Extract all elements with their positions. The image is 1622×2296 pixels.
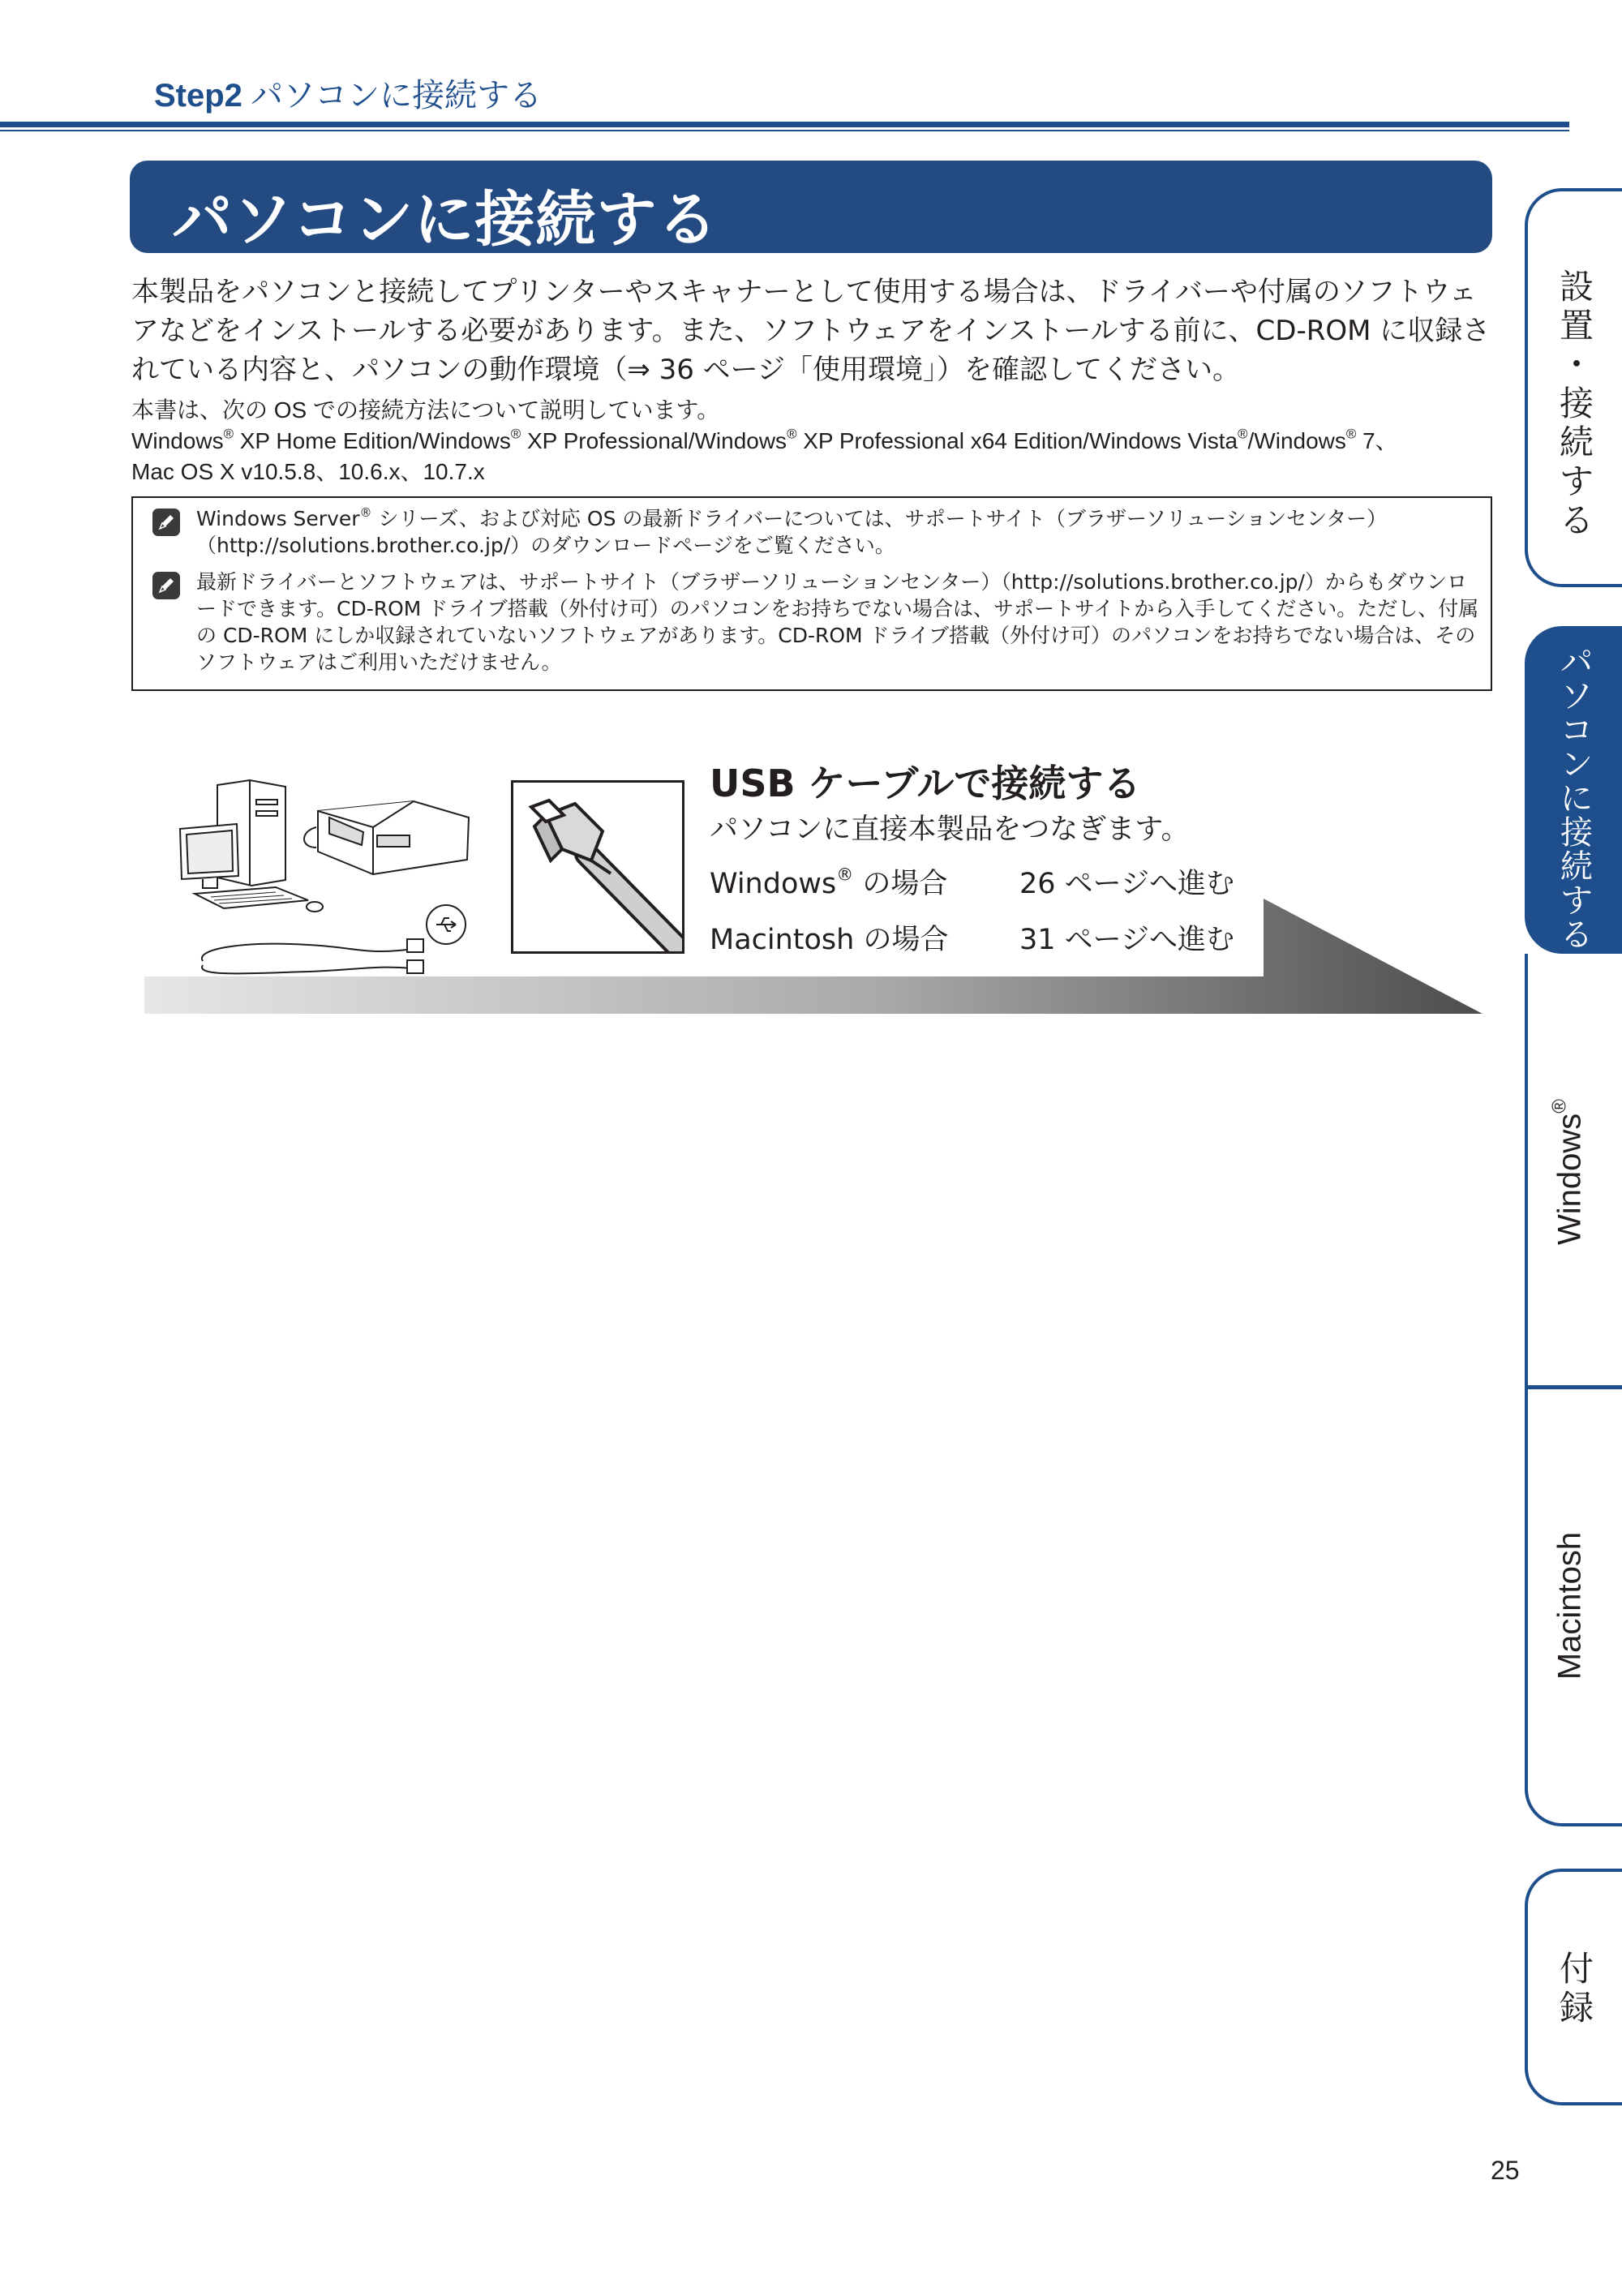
windows-case-label: Windows® の場合 [710, 865, 948, 900]
title-bar [130, 161, 1492, 253]
note-box [131, 496, 1492, 691]
usb-section-title: USB ケーブルで接続する [710, 762, 1141, 805]
os-description [131, 395, 1510, 487]
tab-windows[interactable]: Windows® [1548, 1099, 1588, 1245]
usb-section-subtitle: パソコンに直接本製品をつなぎます。 [710, 813, 1190, 846]
note-icon [152, 509, 180, 536]
os-list-line1: Windows® XP Home Edition/Windows® XP Professional/Windows® XP Professional x64 Edition/Windows Vista®/Windows® 7、 [131, 426, 1398, 453]
macintosh-case-label: Macintosh の場合 [710, 924, 949, 956]
step-title: パソコンに接続する [250, 77, 543, 114]
note-item [152, 569, 1483, 676]
page-number: 25 [1491, 2156, 1520, 2185]
note-text: 最新ドライバーとソフトウェアは、サポートサイト（ブラザーソリューションセンター）（http://solutions.brother.co.jp/）からもダウンロードできます。CD-ROM ドライブ搭載（外付け可）のパソコンをお持ちでない場合は、サポートサイトから入手してください。ただし、付属の CD-ROM にしか収録されていないソフトウェアがあります。CD-ROM ドライブ搭載（外付け可）のパソコンをお持ちでない場合は、そのソフトウェアはご利用いただけません。 [196, 570, 1479, 674]
macintosh-page-link[interactable]: 31 ページへ進む [1019, 924, 1234, 956]
computer-printer-illustration [170, 770, 478, 977]
note-text: Windows Server® シリーズ、および対応 OS の最新ドライバーについては、サポートサイト（ブラザーソリューションセンター）（http://solutions.brother.co.jp/）のダウンロードページをご覧ください。 [196, 504, 1388, 557]
tab-appendix-label: 付 録 [1559, 1949, 1594, 2028]
tab-macintosh[interactable]: Macintosh [1551, 1531, 1588, 1680]
intro-paragraph: 本製品をパソコンと接続してプリンターやスキャナーとして使用する場合は、ドライバーや付属のソフトウェアなどをインストールする必要があります。また、ソフトウェアをインストールする前に、CD-ROM に収録されている内容と、パソコンの動作環境（⇒ 36 ページ「使用環境」）を確認してください。 [131, 276, 1491, 386]
header-rule [0, 122, 1569, 127]
os-list-line2: Mac OS X v10.5.8、10.6.x、10.7.x [131, 459, 485, 484]
tab-setup-connect[interactable] [1525, 188, 1622, 587]
windows-tab-border [1525, 954, 1528, 1388]
tab-appendix[interactable] [1525, 1869, 1622, 2105]
note-icon [152, 572, 180, 599]
windows-page-link[interactable]: 26 ページへ進む [1019, 868, 1234, 900]
step-header [154, 70, 542, 116]
step-label: Step2 [154, 78, 242, 114]
tab-setup-connect-label: 設 置 ・ 接 続 す る [1559, 267, 1594, 540]
tab-pc-connect-label: パ ソ コ ン に 接 続 す る [1560, 644, 1593, 954]
header-rule-thin [0, 130, 1569, 131]
os-intro: 本書は、次の OS での接続方法について説明しています。 [131, 397, 720, 423]
page-title: パソコンに接続する [172, 185, 719, 255]
note-item [152, 505, 1483, 559]
usb-connector-illustration [511, 780, 684, 954]
tab-pc-connect[interactable] [1525, 626, 1622, 954]
